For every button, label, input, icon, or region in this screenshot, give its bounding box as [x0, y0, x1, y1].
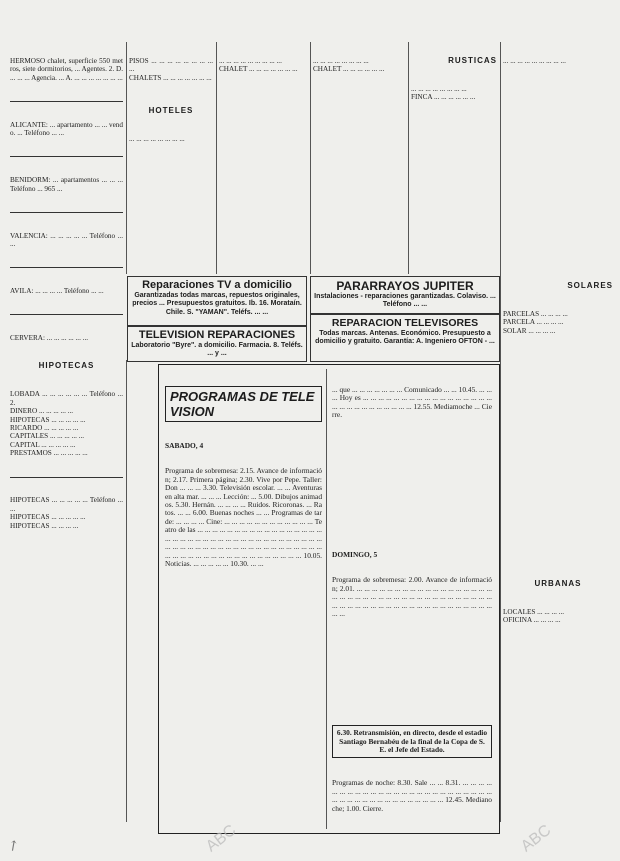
col2-bottom: ... ... ... ... ... ... ... ...: [129, 135, 185, 144]
ad-pararrayos: [310, 276, 500, 314]
column-3: [219, 40, 307, 272]
ad-television-reparaciones-title: TELEVISION REPARACIONES: [138, 329, 296, 341]
section-urbanas: URBANAS: [534, 578, 582, 588]
section-hoteles: HOTELES: [148, 105, 194, 115]
programas-col-1: [165, 369, 322, 829]
ad-reparaciones-tv-title: Reparaciones TV a domicilio: [142, 279, 292, 291]
col5-top: ... ... ... ... ... ... ... ... FINCA ... ... ... ... ... ...: [411, 85, 476, 102]
col-divider-5: [500, 42, 501, 822]
ad-reparaciones-tv: [127, 276, 307, 326]
ad-reparacion-televisores-body: Todas marcas. Antenas. Económico. Presupuesto a domicilio y gratuito. Garantía: A. Ingeniero OFTON - ...: [315, 330, 495, 346]
abc-watermark-1: ABC: [202, 821, 240, 856]
ad-reparaciones-tv-body: Garantizadas todas marcas, repuestos originales, precios ... Presupuestos gratuitos. Ib. 16. Morataín. Chile. S. "YAMAN". Teléfs. ... ...: [132, 292, 302, 316]
col1-d: AVILA: ... ... ... ... Teléfono ... ...: [10, 286, 104, 295]
retransmision-box: 6.30. Retransmisión, en directo, desde el estadio Santiago Bernabéu de la final de la Copa de S. E. el Jefe del Estado.: [332, 725, 492, 758]
ad-television-reparaciones-body: Laboratorio "Byre". a domicilio. Farmacia. 8. Teléfs. ... y ...: [131, 342, 303, 358]
col-divider-4: [408, 42, 409, 274]
noche-text: Programas de noche: 8.30. Sale ... ... 8.31. ... ... ... ... ... ... ... ... ... ... ... ... ... ... ... ... ... ... ... ... ... ... ... ... ... ... ... ... ... ... ... ... ... ... ... ... ... ... ... ... 12.45. Medianoche; 1.00. Cierre.: [332, 778, 494, 813]
programas-title: PROGRAMAS DE TELEVISION: [165, 386, 322, 422]
ad-reparacion-televisores: [310, 314, 500, 362]
col3-top: ... ... ... ... ... ... ... ... ... CHALET ... ... ... ... ... ... ...: [219, 56, 298, 74]
col1-top: HERMOSO chalet, superficie 550 metros, siete dormitorios, ... Agentes. 2. D. ... ... ... Agencia. ... A. ... ... ... ... ... ... ...: [10, 56, 125, 82]
sabado-heading: SABADO, 4: [165, 440, 204, 450]
col-divider-1b: [126, 360, 127, 822]
col6-top: ... ... ... ... ... ... ... ... ...: [503, 56, 566, 65]
corner-mark: ↗: [4, 836, 23, 857]
ad-pararrayos-title: PARARRAYOS JUPITER: [336, 279, 474, 293]
column-2: [129, 40, 213, 272]
domingo-heading: DOMINGO, 5: [332, 549, 378, 559]
programas-divider: [326, 369, 327, 829]
ad-television-reparaciones: [127, 326, 307, 362]
col-divider-1: [126, 42, 127, 274]
programas-box: [158, 364, 500, 834]
col1-g: HIPOTECAS ... ... ... ... ... Teléfono ... ... HIPOTECAS ... ... ... ... ... HIPOTECAS ... ... ... ...: [10, 496, 123, 530]
ad-pararrayos-body: Instalaciones - reparaciones garantizadas. Colaviso. ... Teléfono ... ...: [314, 293, 496, 309]
col-divider-3: [310, 42, 311, 274]
column-4: [313, 40, 405, 272]
programas-col-2: [332, 369, 492, 829]
col-divider-2: [216, 42, 217, 274]
ad-reparacion-televisores-title: REPARACION TELEVISORES: [331, 317, 479, 329]
col1-b: BENIDORM: ... apartamentos ... ... ... Teléfono ... 965 ...: [10, 176, 125, 193]
sabado-text: Programa de sobremesa: 2.15. Avance de información; 2.17. Primera página; 2.30. Vive por Pepe. Taller: Don ... ... ... 3.30. Televisión escolar. ... ... Aventuras en alta mar. ... ... ... Lección: ... 5.00. Dibujos animados. 5.30. Hernán. ... ... ... ... Ruidos. Ricoronas. ... Ratos. ... ... 6.00. Buenas noches ... ... Programas de tarde: ... ... ... ... Cine: ... ... ... ... ... ... ... ... ... ... ... ... Teatro de las ... ... ... ... ... ... ... ... ... ... ... ... ... ... ... ... ... ... ... ... ... ... ... ... ... ... ... ... ... ... ... ... ... ... ... ... ... ... ... ... ... ... ... ... ... ... ... ... ... ... ... ... ... ... ... ... ... ... ... ... ... ... ... ... ... ... ... ... ... ... ... ... ... ... ... ... ... 10.05. Noticias. ... ... ... ... ... 10.30. ... ...: [165, 466, 324, 569]
col2-top: PISOS ... ... ... ... ... ... ... ... ... CHALETS ... ... ... ... ... ... ...: [129, 56, 213, 82]
col1-f: LOBADA ... ... ... ... ... ... Teléfono ... 2. DINERO ... ... ... ... ... HIPOTECAS ... ... ... ... ... RICARDO ... ... ... ... ... CAPITALES ... ... ... ... ... CAPITAL ... ... ... ... ... PRESTAMOS ... ... ... ... ...: [10, 390, 123, 458]
col6-bottom: LOCALES ... ... ... ... OFICINA ... ... ... ...: [503, 607, 565, 625]
abc-watermark-2: ABC: [517, 821, 555, 856]
col1-c: VALENCIA: ... ... ... ... ... Teléfono ... ...: [10, 231, 125, 248]
col4-top: ... ... ... ... ... ... ... ... CHALET ... ... ... ... ... ...: [313, 56, 385, 74]
programas-col2-top: ... que ... ... ... ... ... ... ... Comunicado ... ... 10.45. ... ... ... Hoy es ... ... ... ... ... ... ... ... ... ... ... ... ... ... ... ... ... ... ... ... ... ... ... ... ... ... ... ... 12.55. Mediamoche ... Cierre.: [332, 384, 494, 420]
column-6: [503, 40, 613, 830]
section-rusticas: RUSTICAS: [448, 55, 497, 65]
section-hipotecas: HIPOTECAS: [38, 361, 95, 371]
domingo-text: Programa de sobremesa: 2.00. Avance de información; 2.01. ... ... ... ... ... ... ... ... ... ... ... ... ... ... ... ... ... ... ... ... ... ... ... ... ... ... ... ... ... ... ... ... ... ... ... ... ... ... ... ... ... ... ... ... ... ... ... ... ... ... ... ... ... ... ... ... ... ... ... ... ... ...: [332, 575, 494, 618]
col1-e: CERVERA: ... ... ... ... ... ...: [10, 334, 89, 342]
column-1: [10, 40, 123, 830]
col1-a: ALICANTE: ... apartamento ... ... vendo. ... Teléfono ... ...: [10, 120, 123, 138]
section-solares: SOLARES: [567, 280, 613, 290]
col6-mid: PARCELAS ... ... ... ... PARCELA ... ... ... ... SOLAR ... ... ... ...: [503, 309, 568, 335]
column-5: [411, 40, 497, 272]
